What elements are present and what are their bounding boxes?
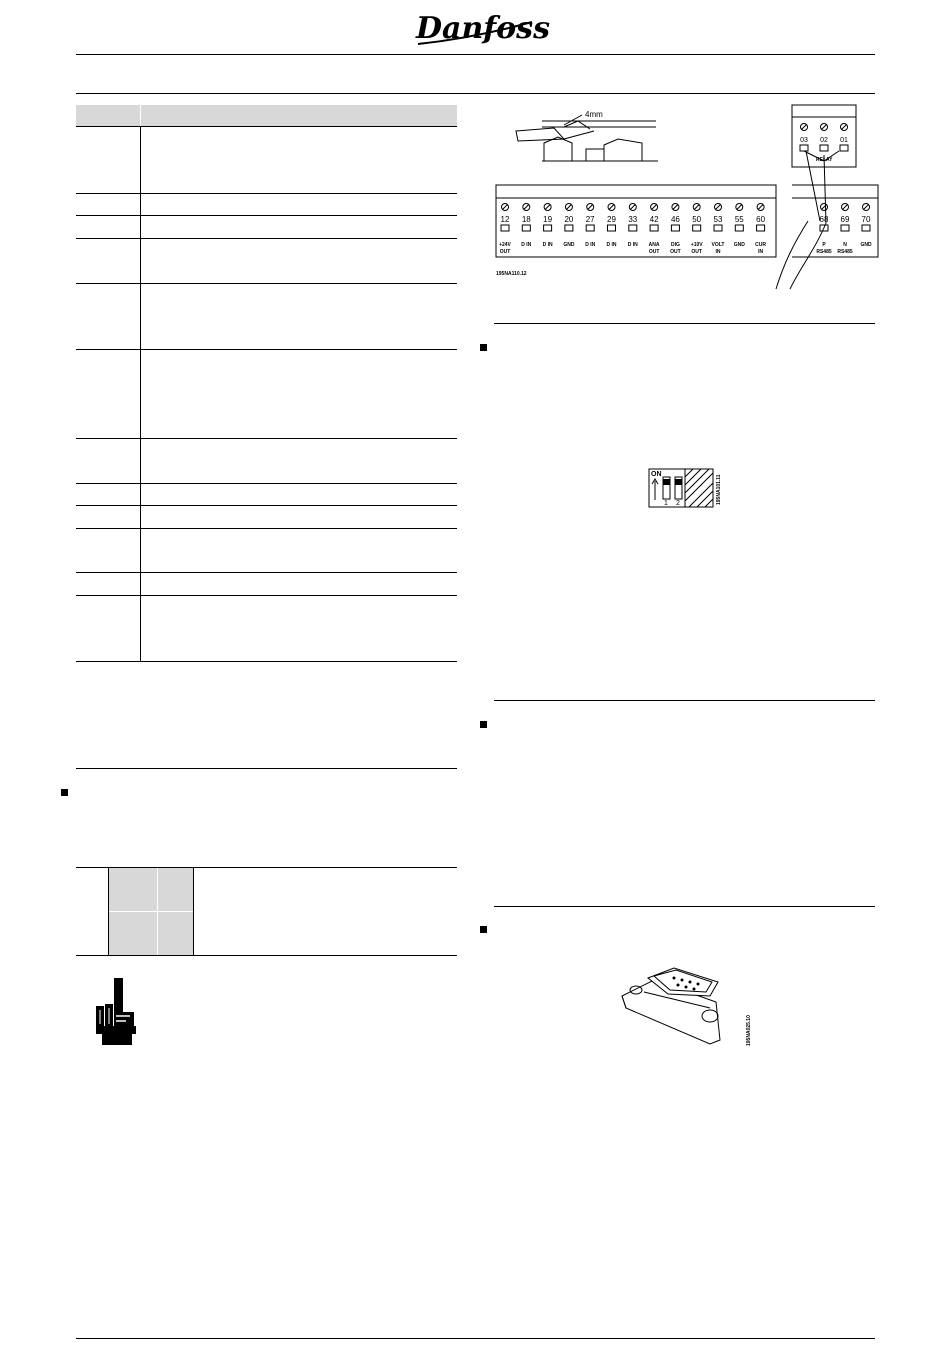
terminal-slot — [586, 225, 594, 231]
relay-slot — [820, 145, 828, 151]
section-rule — [76, 768, 457, 769]
terminal-label: DIG — [670, 242, 680, 248]
section-bullet — [480, 926, 487, 933]
table-row — [76, 194, 457, 216]
terminal-slot — [501, 225, 509, 231]
rs485-number: 69 — [840, 215, 850, 224]
terminal-number: 42 — [649, 215, 659, 224]
table-row — [76, 239, 457, 284]
terminal-number: 18 — [521, 215, 531, 224]
terminal-label: D IN — [542, 242, 553, 248]
terminal-label: OUT — [648, 249, 660, 255]
table-row — [76, 127, 457, 194]
footer-rule — [76, 1338, 875, 1339]
parameter-table — [76, 105, 457, 662]
relay-slot — [800, 145, 808, 151]
table-row — [76, 506, 457, 529]
terminal-number: 27 — [585, 215, 595, 224]
terminal-slot — [629, 225, 637, 231]
terminal-slot — [735, 225, 743, 231]
rs485-number: 70 — [861, 215, 871, 224]
terminal-number: 55 — [734, 215, 744, 224]
terminal-slot — [671, 225, 679, 231]
terminal-label: D IN — [606, 242, 617, 248]
section-rule — [494, 906, 875, 907]
terminal-label: GND — [563, 242, 575, 248]
table-row — [76, 529, 457, 573]
header-rule-2 — [76, 93, 875, 94]
rs485-slot — [841, 225, 849, 231]
relay-slot — [840, 145, 848, 151]
terminal-slot — [522, 225, 530, 231]
table-header — [76, 105, 457, 127]
terminal-number: 50 — [692, 215, 702, 224]
terminal-label: OUT — [691, 249, 702, 255]
terminal-slot — [714, 225, 722, 231]
terminal-label: +10V — [690, 242, 703, 248]
rs485-label: N — [843, 242, 847, 248]
terminal-label: OUT — [499, 249, 511, 255]
table-row — [76, 284, 457, 350]
terminal-label: GND — [733, 242, 745, 248]
logo-text: Danfoss — [416, 11, 550, 46]
table-row — [76, 350, 457, 439]
dip-switch-number: 1 — [664, 500, 668, 507]
terminal-label: CUR — [755, 242, 767, 248]
relay-number: 03 — [800, 137, 808, 144]
connector-figure-code: 195NA025.10 — [746, 1015, 752, 1046]
dip-switch-number: 2 — [676, 500, 680, 507]
section-rule — [494, 700, 875, 701]
rs485-label: GND — [860, 242, 872, 248]
rs485-label: P — [822, 242, 826, 248]
terminal-number: 46 — [670, 215, 680, 224]
relay-number: 01 — [840, 137, 848, 144]
terminal-label: D IN — [521, 242, 532, 248]
terminal-number: 33 — [628, 215, 638, 224]
figure-code: 195NA110.12 — [496, 271, 527, 277]
section-bullet — [480, 721, 487, 728]
wire-strip-label: 4mm — [585, 110, 603, 119]
rs485-number: 68 — [819, 215, 829, 224]
terminal-slot — [544, 225, 552, 231]
rs485-label: RS485 — [816, 249, 832, 255]
section-bullet — [61, 789, 68, 796]
terminal-diagram — [494, 103, 878, 289]
dip-on-label: ON — [651, 471, 662, 478]
terminal-number: 53 — [713, 215, 723, 224]
terminal-label: D IN — [585, 242, 596, 248]
rs485-slot — [862, 225, 870, 231]
terminal-label: IN — [758, 249, 764, 255]
brand-logo — [414, 8, 550, 48]
terminal-label: ANA — [648, 242, 660, 248]
table-row — [76, 439, 457, 484]
terminal-label: IN — [715, 249, 721, 255]
section-bullet — [480, 344, 487, 351]
sub-d-connector-figure — [614, 966, 754, 1048]
table-row — [76, 216, 457, 239]
terminal-slot — [757, 225, 765, 231]
relay-label: RELAY — [816, 157, 833, 163]
switch-table — [76, 867, 457, 956]
terminal-slot — [565, 225, 573, 231]
terminal-slot — [650, 225, 658, 231]
terminal-slot — [693, 225, 701, 231]
terminal-number: 12 — [500, 215, 510, 224]
dip-switch-figure — [648, 465, 724, 511]
table-row — [76, 596, 457, 662]
pointing-hand-icon — [92, 976, 138, 1046]
terminal-label: OUT — [670, 249, 681, 255]
dip-figure-code: 195NA101.11 — [716, 474, 722, 505]
rs485-label: RS485 — [837, 249, 853, 255]
terminal-label: +24V — [499, 242, 511, 248]
table-row — [76, 484, 457, 506]
relay-number: 02 — [820, 137, 828, 144]
terminal-number: 29 — [607, 215, 616, 224]
table-row — [76, 573, 457, 596]
terminal-number: 60 — [756, 215, 766, 224]
terminal-label: VOLT — [711, 242, 725, 248]
terminal-number: 20 — [564, 215, 574, 224]
header-rule — [76, 54, 875, 55]
terminal-slot — [608, 225, 616, 231]
terminal-label: D IN — [627, 242, 638, 248]
section-rule — [494, 323, 875, 324]
terminal-number: 19 — [543, 215, 553, 224]
